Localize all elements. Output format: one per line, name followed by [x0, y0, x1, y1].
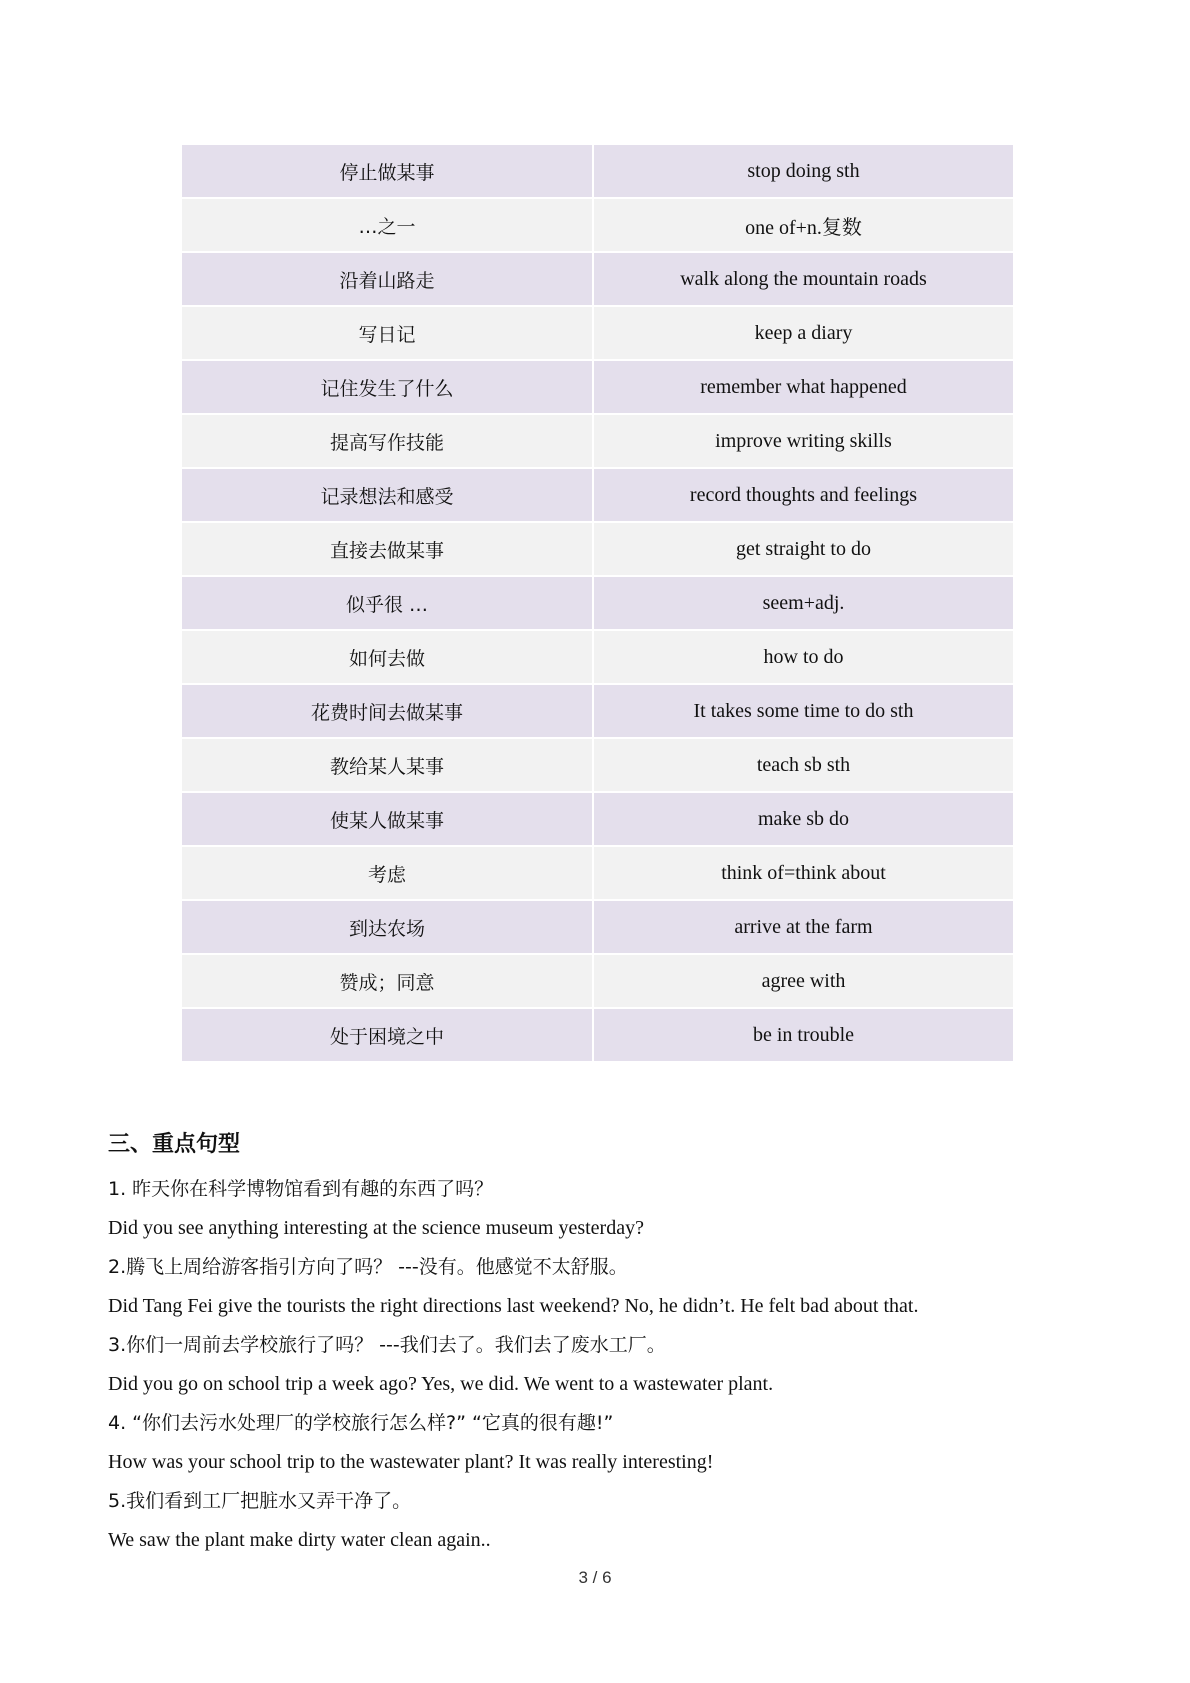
table-row: [181, 468, 1014, 522]
english-phrase-cell: make sb do: [593, 792, 1014, 846]
table-row: [181, 306, 1014, 360]
english-phrase-cell: seem+adj.: [593, 576, 1014, 630]
chinese-phrase-cell: 到达农场: [181, 900, 593, 954]
sentence-chinese: 2.腾飞上周给游客指引方向了吗？ ---没有。他感觉不太舒服。: [108, 1256, 628, 1278]
table-row: [181, 1008, 1014, 1062]
table-row: [181, 900, 1014, 954]
chinese-phrase-cell: 使某人做某事: [181, 792, 593, 846]
sentence-chinese: 3.你们一周前去学校旅行了吗？ ---我们去了。我们去了废水工厂。: [108, 1334, 666, 1356]
table-row: [181, 144, 1014, 198]
chinese-phrase-cell: 写日记: [181, 306, 593, 360]
english-phrase-cell: how to do: [593, 630, 1014, 684]
english-phrase-cell: agree with: [593, 954, 1014, 1008]
key-sentences-list: [108, 1170, 1068, 1560]
english-phrase-cell: improve writing skills: [593, 414, 1014, 468]
chinese-phrase-cell: 如何去做: [181, 630, 593, 684]
sentence-english: How was your school trip to the wastewater plant? It was really interesting!: [108, 1451, 714, 1473]
sentence-item: [108, 1482, 1068, 1560]
section-heading: 三、重点句型: [108, 1132, 241, 1157]
english-phrase-cell: It takes some time to do sth: [593, 684, 1014, 738]
sentence-item: [108, 1404, 1068, 1482]
english-phrase-cell: get straight to do: [593, 522, 1014, 576]
sentence-chinese: 5.我们看到工厂把脏水又弄干净了。: [108, 1490, 412, 1512]
chinese-phrase-cell: 赞成；同意: [181, 954, 593, 1008]
sentence-english: Did you see anything interesting at the science museum yesterday?: [108, 1217, 644, 1239]
chinese-phrase-cell: 停止做某事: [181, 144, 593, 198]
english-phrase-cell: teach sb sth: [593, 738, 1014, 792]
table-row: [181, 198, 1014, 252]
english-phrase-cell: walk along the mountain roads: [593, 252, 1014, 306]
sentence-english: We saw the plant make dirty water clean again..: [108, 1529, 491, 1551]
table-row: [181, 522, 1014, 576]
english-phrase-cell: keep a diary: [593, 306, 1014, 360]
table-row: [181, 360, 1014, 414]
english-phrase-cell: stop doing sth: [593, 144, 1014, 198]
chinese-phrase-cell: 考虑: [181, 846, 593, 900]
chinese-phrase-cell: 记住发生了什么: [181, 360, 593, 414]
table-row: [181, 846, 1014, 900]
sentence-english: Did you go on school trip a week ago? Yes, we did. We went to a wastewater plant.: [108, 1373, 774, 1395]
sentence-item: [108, 1248, 1068, 1326]
sentence-chinese: 4. “你们去污水处理厂的学校旅行怎么样?” “它真的很有趣!”: [108, 1412, 614, 1434]
page-number: 3 / 6: [578, 1568, 612, 1587]
chinese-phrase-cell: 直接去做某事: [181, 522, 593, 576]
chinese-phrase-cell: 教给某人某事: [181, 738, 593, 792]
table-row: [181, 252, 1014, 306]
chinese-phrase-cell: 花费时间去做某事: [181, 684, 593, 738]
vocabulary-table: [180, 143, 1015, 1063]
english-phrase-cell: record thoughts and feelings: [593, 468, 1014, 522]
table-row: [181, 684, 1014, 738]
chinese-phrase-cell: 似乎很 …: [181, 576, 593, 630]
table-row: [181, 738, 1014, 792]
table-row: [181, 630, 1014, 684]
sentence-chinese: 1. 昨天你在科学博物馆看到有趣的东西了吗？: [108, 1178, 494, 1200]
chinese-phrase-cell: 提高写作技能: [181, 414, 593, 468]
english-phrase-cell: think of=think about: [593, 846, 1014, 900]
english-phrase-cell: arrive at the farm: [593, 900, 1014, 954]
english-phrase-cell: one of+n.复数: [593, 198, 1014, 252]
table-row: [181, 414, 1014, 468]
chinese-phrase-cell: …之一: [181, 198, 593, 252]
chinese-phrase-cell: 记录想法和感受: [181, 468, 593, 522]
sentence-english: Did Tang Fei give the tourists the right directions last weekend? No, he didn’t. He felt bad about that.: [108, 1295, 919, 1317]
table-row: [181, 792, 1014, 846]
english-phrase-cell: remember what happened: [593, 360, 1014, 414]
sentence-item: [108, 1326, 1068, 1404]
chinese-phrase-cell: 处于困境之中: [181, 1008, 593, 1062]
chinese-phrase-cell: 沿着山路走: [181, 252, 593, 306]
sentence-item: [108, 1170, 1068, 1248]
table-row: [181, 954, 1014, 1008]
table-row: [181, 576, 1014, 630]
english-phrase-cell: be in trouble: [593, 1008, 1014, 1062]
